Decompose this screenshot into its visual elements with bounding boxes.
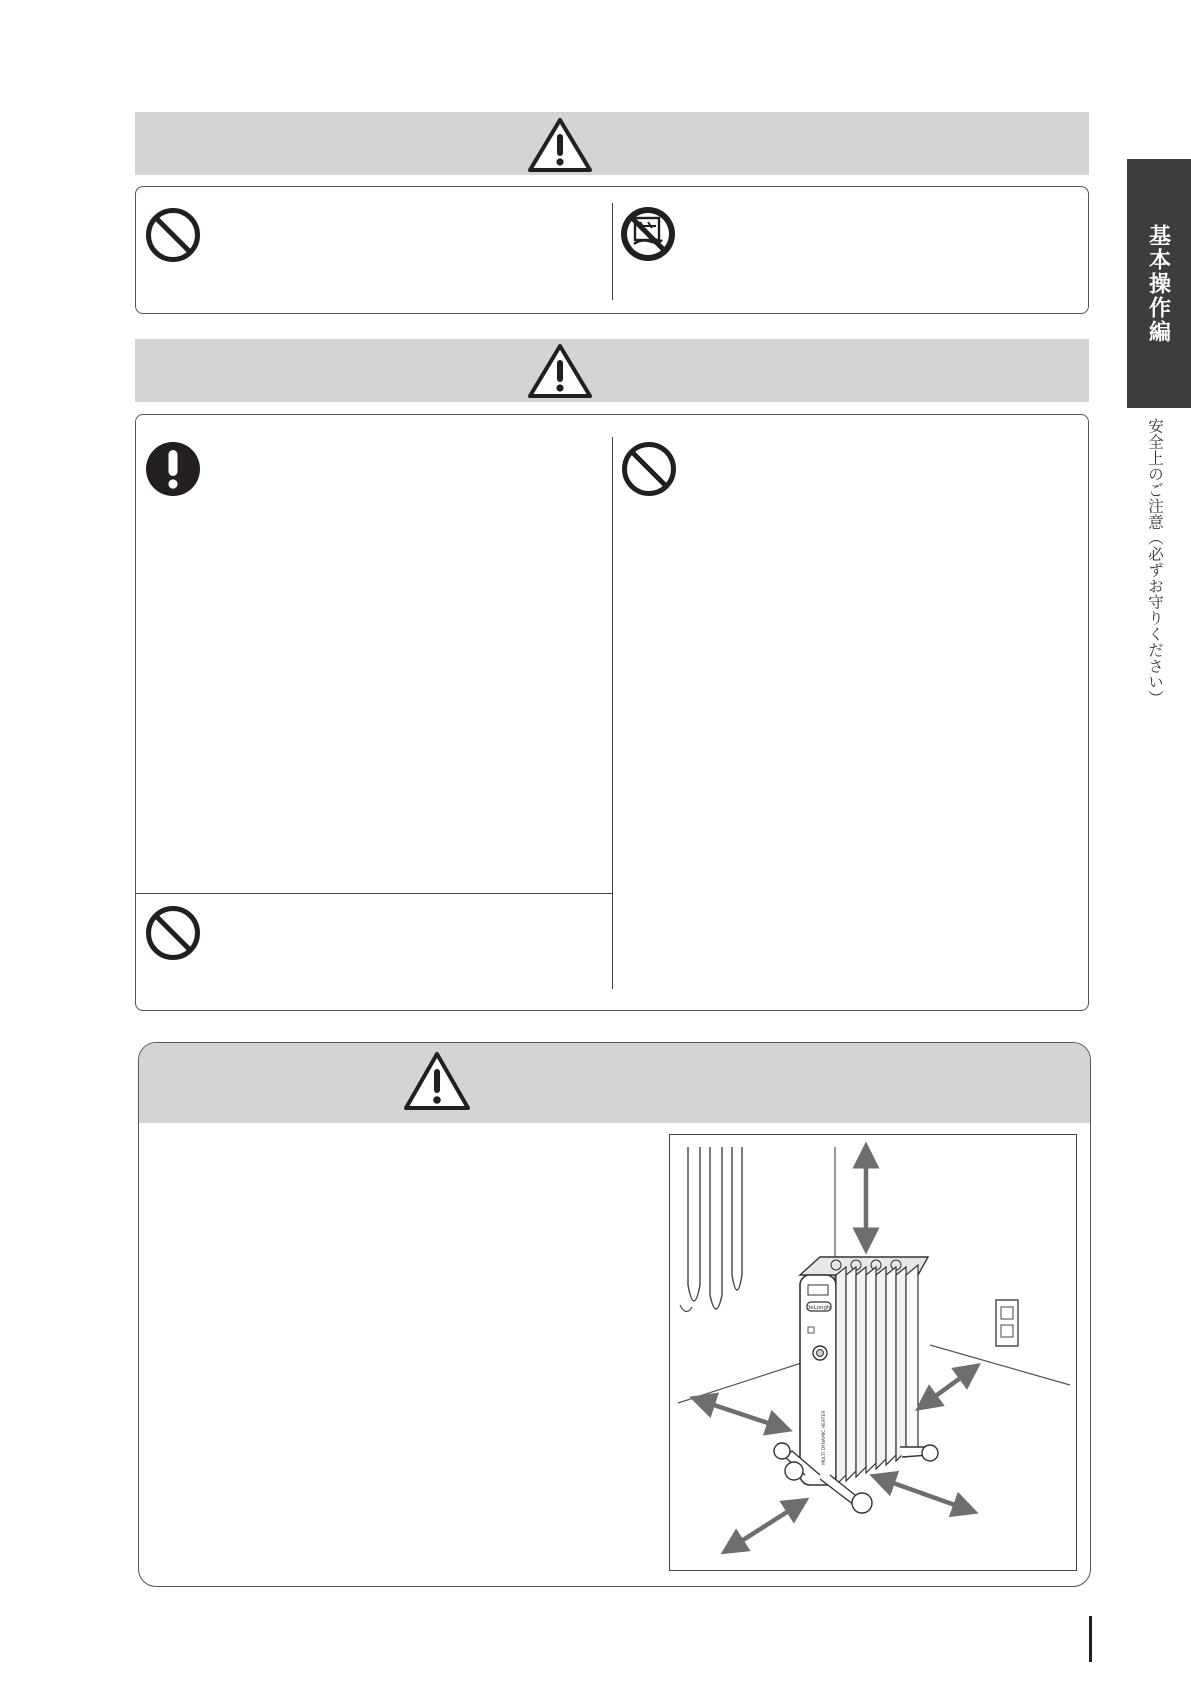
no-wet-hands-icon [618, 204, 678, 264]
clearance-arrow-front-right [882, 1479, 966, 1509]
clearance-arrow-left [702, 1401, 780, 1427]
exclamation-mandatory-icon [144, 440, 202, 498]
prohibited-circle-icon [620, 440, 678, 498]
clearance-arrow-right [926, 1371, 970, 1403]
section-2-header [135, 339, 1089, 402]
side-tab-section-title: 基本操作編 [1127, 159, 1191, 408]
heater-clearance-illustration [669, 1134, 1077, 1571]
prohibited-circle-icon [144, 206, 202, 264]
section-2-inner-rule [136, 893, 613, 894]
brand-label: DeLonghi [806, 1305, 832, 1311]
prohibited-circle-icon [144, 904, 202, 962]
clearance-arrow-front-left [732, 1505, 798, 1547]
warning-triangle-icon [527, 342, 593, 400]
section-2-divider [612, 437, 613, 989]
warning-triangle-icon [402, 1050, 472, 1112]
section-3-header [139, 1043, 1090, 1123]
section-1-divider [612, 203, 613, 300]
model-label: MULTI DYNAMIC HEATER [822, 1410, 827, 1465]
page-marker [1089, 1616, 1092, 1662]
section-1-header [135, 112, 1089, 175]
warning-triangle-icon [527, 116, 593, 174]
side-tab-subtitle: 安全上のご注意（必ずお守りください） [1146, 418, 1164, 706]
